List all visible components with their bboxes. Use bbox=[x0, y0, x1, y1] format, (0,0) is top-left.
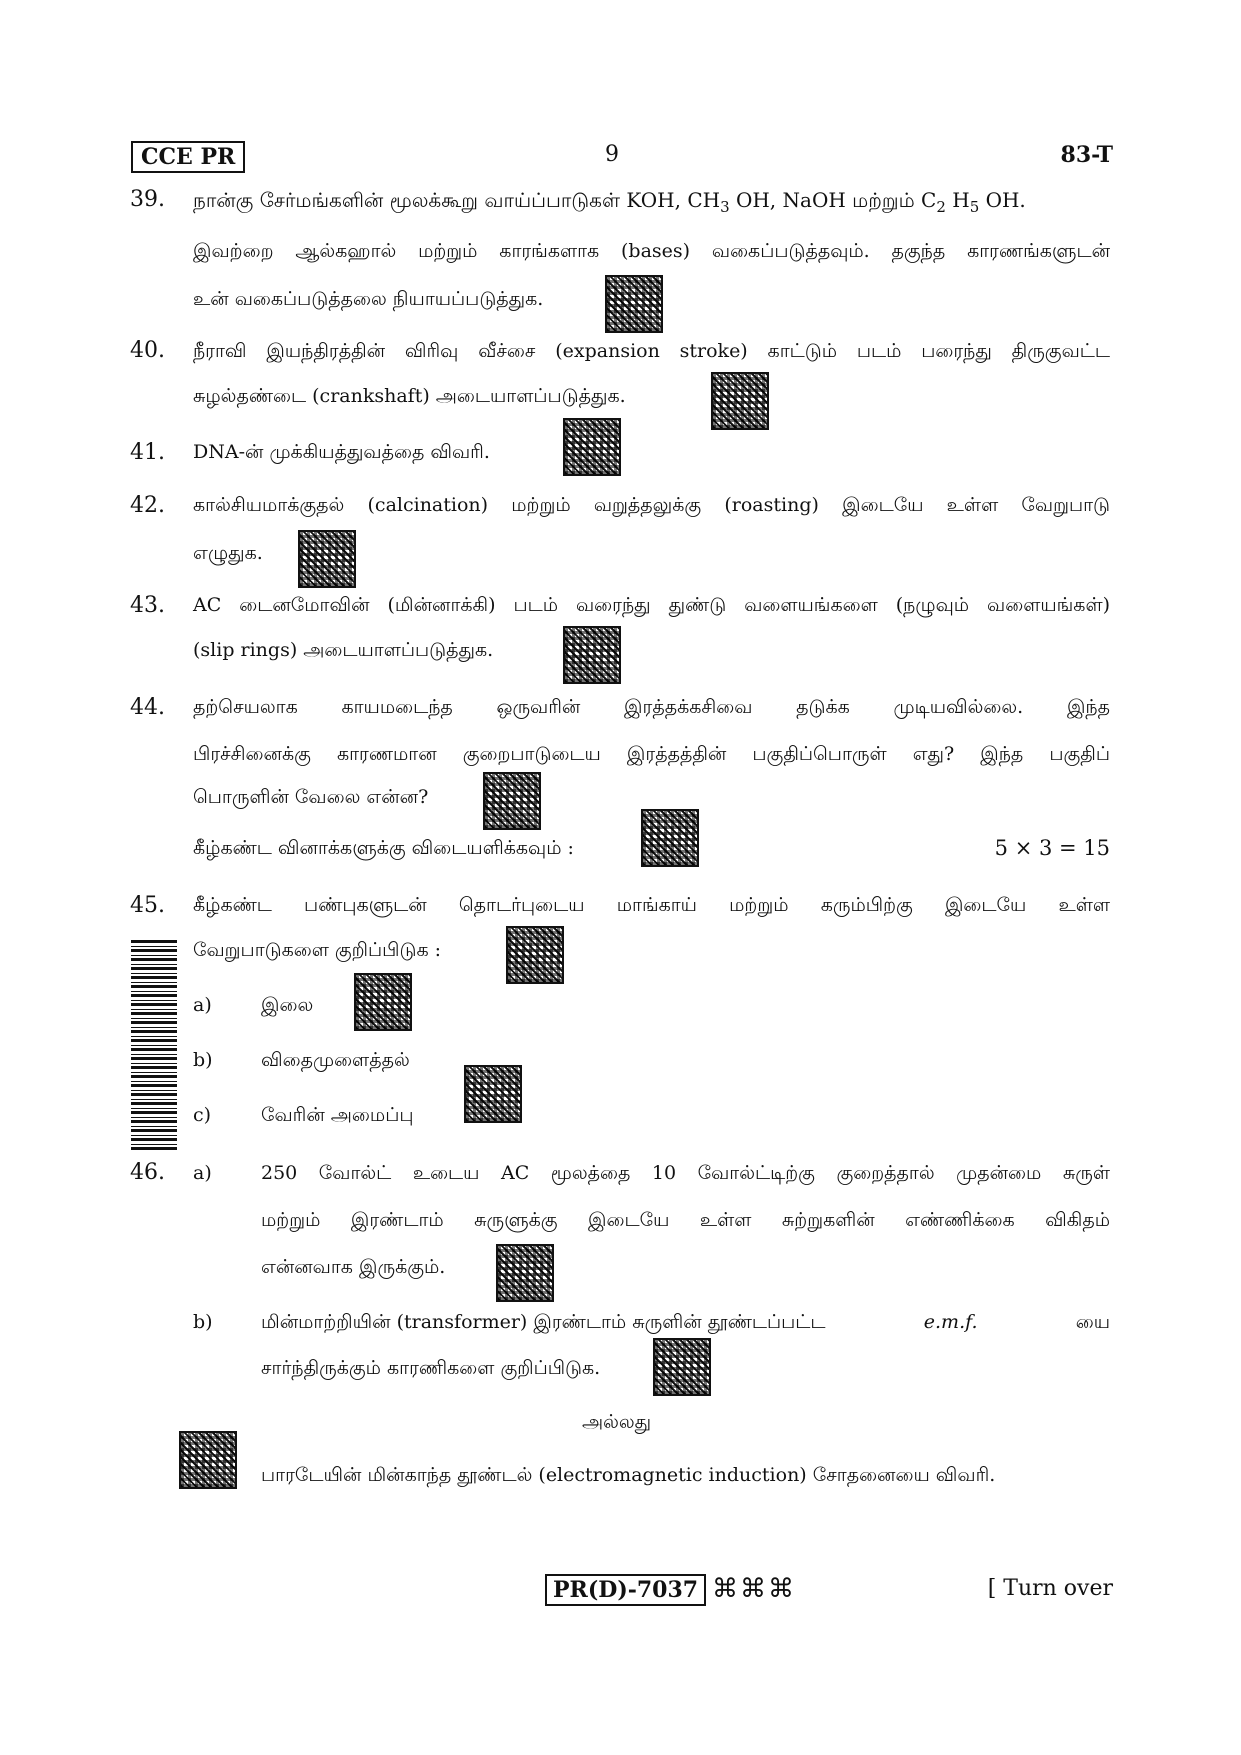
paper-code: 83-T bbox=[1060, 142, 1113, 168]
qr-code-icon bbox=[653, 1338, 711, 1396]
question-39-line-3: உன் வகைப்படுத்தலை நியாயப்படுத்துக. bbox=[193, 288, 544, 310]
question-number-42: 42. bbox=[130, 493, 165, 518]
question-45-line-1: கீழ்கண்ட பண்புகளுடன் தொடர்புடைய மாங்காய் மற்றும் கரும்பிற்கு இடையே உள்ள bbox=[193, 894, 1110, 916]
question-42-line-2: எழுதுக. bbox=[193, 542, 263, 564]
qr-code-icon bbox=[179, 1431, 237, 1489]
footer-code: PR(D)-7037 bbox=[545, 1574, 706, 1606]
page-number: 9 bbox=[605, 142, 619, 167]
qr-code-icon bbox=[605, 275, 663, 333]
question-45-item-c-label: c) bbox=[193, 1104, 212, 1126]
qr-code-icon bbox=[298, 530, 356, 588]
question-42-line-1: கால்சியமாக்குதல் (calcination) மற்றும் வறுத்தலுக்கு (roasting) இடையே உள்ள வேறுபாடு bbox=[193, 494, 1110, 516]
question-44-line-1: தற்செயலாக காயமடைந்த ஒருவரின் இரத்தக்கசிவை தடுக்க முடியவில்லை. இந்த bbox=[193, 696, 1110, 718]
question-40-line-2: சுழல்தண்டை (crankshaft) அடையாளப்படுத்துக. bbox=[193, 385, 626, 407]
question-43-line-1: AC டைனமோவின் (மின்னாக்கி) படம் வரைந்து துண்டு வளையங்களை (நழுவும் வளையங்கள்) bbox=[193, 594, 1110, 616]
question-number-39: 39. bbox=[130, 187, 165, 212]
question-40-line-1: நீராவி இயந்திரத்தின் விரிவு வீச்சை (expansion stroke) காட்டும் படம் பரைந்து திருகுவட்ட bbox=[193, 340, 1110, 362]
qr-code-icon bbox=[464, 1065, 522, 1123]
question-46-a-label: a) bbox=[193, 1162, 212, 1184]
turn-over: [ Turn over bbox=[987, 1576, 1113, 1601]
footer-symbols: ⌘⌘⌘ bbox=[712, 1574, 796, 1604]
qr-code-icon bbox=[711, 372, 769, 430]
qr-code-icon bbox=[483, 772, 541, 830]
question-45-item-c-text: வேரின் அமைப்பு bbox=[261, 1104, 414, 1126]
barcode-icon bbox=[131, 938, 177, 1150]
qr-code-icon bbox=[496, 1244, 554, 1302]
question-39-line-2: இவற்றை ஆல்கஹால் மற்றும் காரங்களாக (bases) வகைப்படுத்தவும். தகுந்த காரணங்களுடன் bbox=[193, 240, 1110, 262]
question-45-item-a-label: a) bbox=[193, 994, 212, 1016]
qr-code-icon bbox=[641, 809, 699, 867]
question-number-40: 40. bbox=[130, 338, 165, 363]
qr-code-icon bbox=[506, 926, 564, 984]
section-instruction: கீழ்கண்ட வினாக்களுக்கு விடையளிக்கவும் : bbox=[193, 837, 574, 859]
question-number-41: 41. bbox=[130, 440, 165, 465]
question-46-b-label: b) bbox=[193, 1311, 213, 1333]
qr-code-icon bbox=[354, 973, 412, 1031]
question-43-line-2: (slip rings) அடையாளப்படுத்துக. bbox=[193, 639, 494, 661]
section-marks: 5 × 3 = 15 bbox=[994, 836, 1110, 860]
question-46-a-line-3: என்னவாக இருக்கும். bbox=[261, 1256, 446, 1278]
question-46-alternative: பாரடேயின் மின்காந்த தூண்டல் (electromagnetic induction) சோதனையை விவரி. bbox=[261, 1464, 996, 1486]
question-45-item-a-text: இலை bbox=[261, 994, 314, 1016]
question-39-line-1: நான்கு சேர்மங்களின் மூலக்கூறு வாய்ப்பாடுகள் KOH, $CH_3$ OH, NaOH மற்றும் $C_2$ $H_5$ OH. bbox=[193, 188, 1026, 216]
header-subject-box: CCE PR bbox=[131, 141, 245, 173]
question-46-a-line-2: மற்றும் இரண்டாம் சுருளுக்கு இடையே உள்ள சுற்றுகளின் எண்ணிக்கை விகிதம் bbox=[261, 1209, 1110, 1231]
question-46-b-line-2: சார்ந்திருக்கும் காரணிகளை குறிப்பிடுக. bbox=[261, 1357, 601, 1379]
question-number-46: 46. bbox=[130, 1160, 165, 1185]
or-separator: அல்லது bbox=[582, 1411, 652, 1433]
question-number-43: 43. bbox=[130, 593, 165, 618]
question-46-a-line-1: 250 வோல்ட் உடைய AC மூலத்தை 10 வோல்ட்டிற்கு குறைத்தால் முதன்மை சுருள் bbox=[261, 1162, 1110, 1184]
question-number-44: 44. bbox=[130, 695, 165, 720]
question-46-b-line-1: மின்மாற்றியின் (transformer) இரண்டாம் சுருளின் தூண்டப்பட்ட e.m.f. யை bbox=[261, 1311, 1110, 1333]
question-45-item-b-text: விதைமுளைத்தல் bbox=[261, 1049, 410, 1071]
qr-code-icon bbox=[563, 418, 621, 476]
qr-code-icon bbox=[563, 626, 621, 684]
question-44-line-3: பொருளின் வேலை என்ன? bbox=[193, 786, 429, 808]
question-44-line-2: பிரச்சினைக்கு காரணமான குறைபாடுடைய இரத்தத்தின் பகுதிப்பொருள் எது? இந்த பகுதிப் bbox=[193, 743, 1110, 765]
question-41-line-1: DNA-ன் முக்கியத்துவத்தை விவரி. bbox=[193, 441, 490, 463]
question-45-item-b-label: b) bbox=[193, 1049, 213, 1071]
question-number-45: 45. bbox=[130, 893, 165, 918]
question-45-line-2: வேறுபாடுகளை குறிப்பிடுக : bbox=[193, 939, 442, 961]
